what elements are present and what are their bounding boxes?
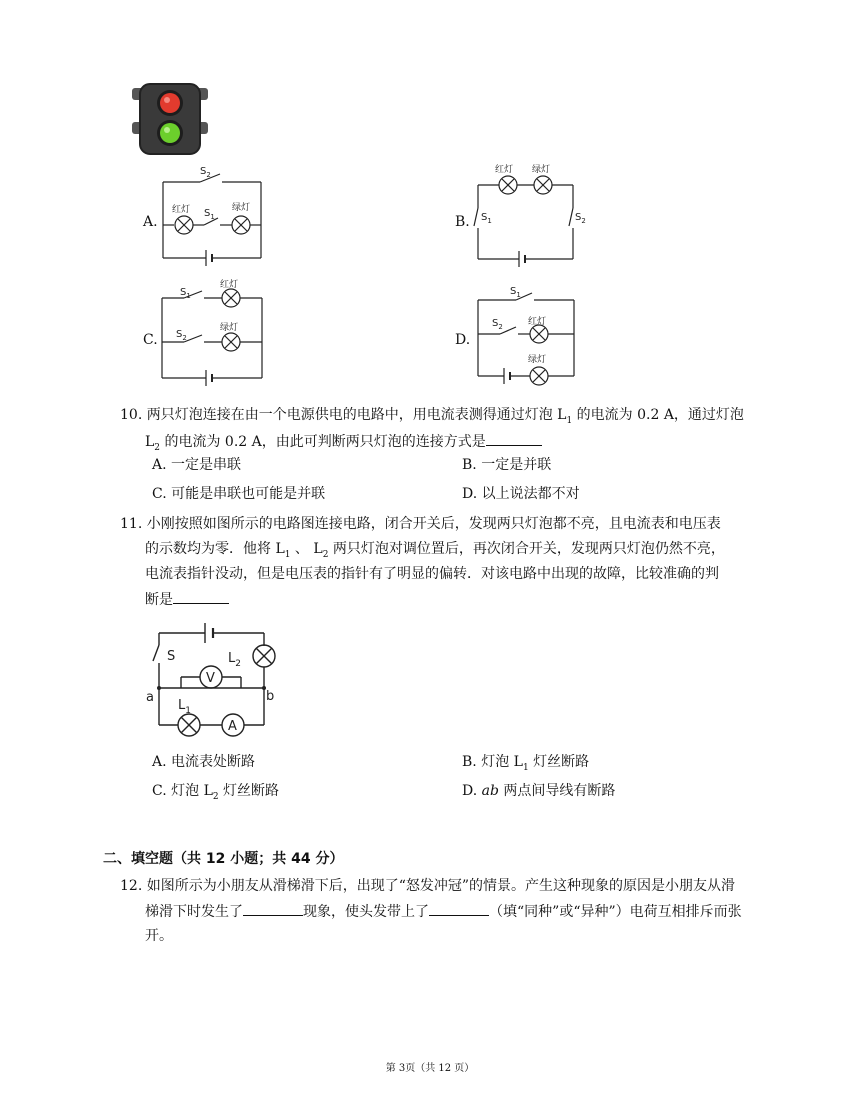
answer-blank[interactable] [243, 901, 303, 916]
option-b-label: B. [455, 214, 470, 230]
switch-s1-label: S [510, 286, 517, 297]
red-lamp-label: 红灯 [495, 165, 514, 175]
switch-s2-label: S [492, 318, 499, 329]
svg-text:S2: $S_2$ [575, 212, 586, 225]
q11-circuit-diagram [145, 615, 280, 743]
switch-s1-label: S [180, 287, 187, 298]
circuit-diagram-a [160, 160, 268, 272]
q11-option-d: D. ab 两点间导线有断路 [462, 783, 616, 799]
q11-option-b: B. 灯泡 $L_1$ 灯丝断路 [462, 754, 590, 773]
q12-line2: 梯滑下时发生了 现象，使头发带上了 （填“同种”或“异种”）电荷互相排斥而张 [145, 901, 742, 922]
circuit-diagram-d [472, 282, 580, 390]
svg-text:S1: $S_1$ [510, 286, 521, 299]
svg-text:L2: $L_2$ [228, 651, 241, 669]
svg-text:S2: $S_2$ [200, 166, 211, 179]
voltmeter-label: V [206, 671, 215, 686]
q11-line3: 电流表指针没动，但是电压表的指针有了明显的偏转．对该电路中出现的故障，比较准确的判 [145, 566, 719, 582]
green-lamp-label: 绿灯 [532, 165, 551, 175]
q12-line3: 开。 [145, 928, 173, 944]
svg-text:S2: $S_2$ [492, 318, 503, 331]
red-lamp-label: 红灯 [528, 317, 547, 327]
q10-option-b: B. 一定是并联 [462, 457, 552, 473]
section-heading: 二、填空题（共 12 小题；共 44 分） [103, 851, 344, 867]
option-a-label: A. [143, 214, 158, 230]
svg-text:S1: $S_1$ [481, 212, 492, 225]
option-c-label: C. [143, 332, 158, 348]
answer-blank[interactable] [486, 431, 542, 446]
q11-line1: 11. 小刚按照如图所示的电路图连接电路，闭合开关后，发现两只灯泡都不亮，且电流表和电压表 [120, 516, 721, 532]
svg-text:S2: $S_2$ [176, 329, 187, 342]
switch-s2-label: S [200, 166, 207, 177]
circuit-diagram-c [158, 278, 266, 388]
green-lamp-label: 绿灯 [528, 355, 547, 365]
switch-s-label: S [167, 649, 176, 664]
q10-line1: 10. 两只灯泡连接在由一个电源供电的电路中，用电流表测得通过灯泡 $L_1$ 的电流为 0.2 A，通过灯泡 [120, 407, 744, 426]
q10-option-a: A. 一定是串联 [152, 457, 242, 473]
q10-line2: $L_2$ 的电流为 0.2 A，由此可判断两只灯泡的连接方式是 [145, 431, 542, 458]
q11-line4: 断是 [145, 589, 229, 610]
svg-text:S1: $S_1$ [180, 287, 191, 300]
node-a-label: a [146, 690, 154, 705]
switch-s1-label: S [481, 212, 488, 223]
q12-line1: 12. 如图所示为小朋友从滑梯滑下后，出现了“怒发冲冠”的情景。产生这种现象的原因是小朋友从滑 [120, 878, 736, 894]
lamp-l1-label: L [178, 698, 186, 713]
switch-s2-label: S [575, 212, 582, 223]
answer-blank[interactable] [429, 901, 489, 916]
switch-s1-label: S [204, 208, 211, 219]
q11-option-a: A. 电流表处断路 [152, 754, 256, 770]
circuit-diagram-b [470, 160, 585, 272]
green-lamp-label: 绿灯 [232, 203, 251, 213]
svg-text:L1: $L_1$ [178, 698, 191, 716]
red-lamp-label: 红灯 [172, 205, 191, 215]
q11-option-c: C. 灯泡 $L_2$ 灯丝断路 [152, 783, 280, 802]
node-b-label: b [266, 689, 275, 704]
green-lamp-label: 绿灯 [220, 323, 239, 333]
answer-blank[interactable] [173, 589, 229, 604]
switch-s2-label: S [176, 329, 183, 340]
q10-option-c: C. 可能是串联也可能是并联 [152, 486, 326, 502]
red-lamp-label: 红灯 [220, 280, 239, 290]
q11-line2: 的示数均为零．他将 $L_1$ 、 $L_2$ 两只灯泡对调位置后，再次闭合开关，发现两只灯泡仍然不亮， [145, 541, 725, 560]
svg-text:S1: $S_1$ [204, 208, 215, 221]
option-d-label: D. [455, 332, 471, 348]
ammeter-label: A [228, 719, 237, 734]
page-footer: 第 3页（共 12 页） [385, 1063, 475, 1074]
q10-option-d: D. 以上说法都不对 [462, 486, 580, 502]
traffic-light-image [132, 82, 208, 156]
lamp-l2-label: L [228, 651, 236, 666]
